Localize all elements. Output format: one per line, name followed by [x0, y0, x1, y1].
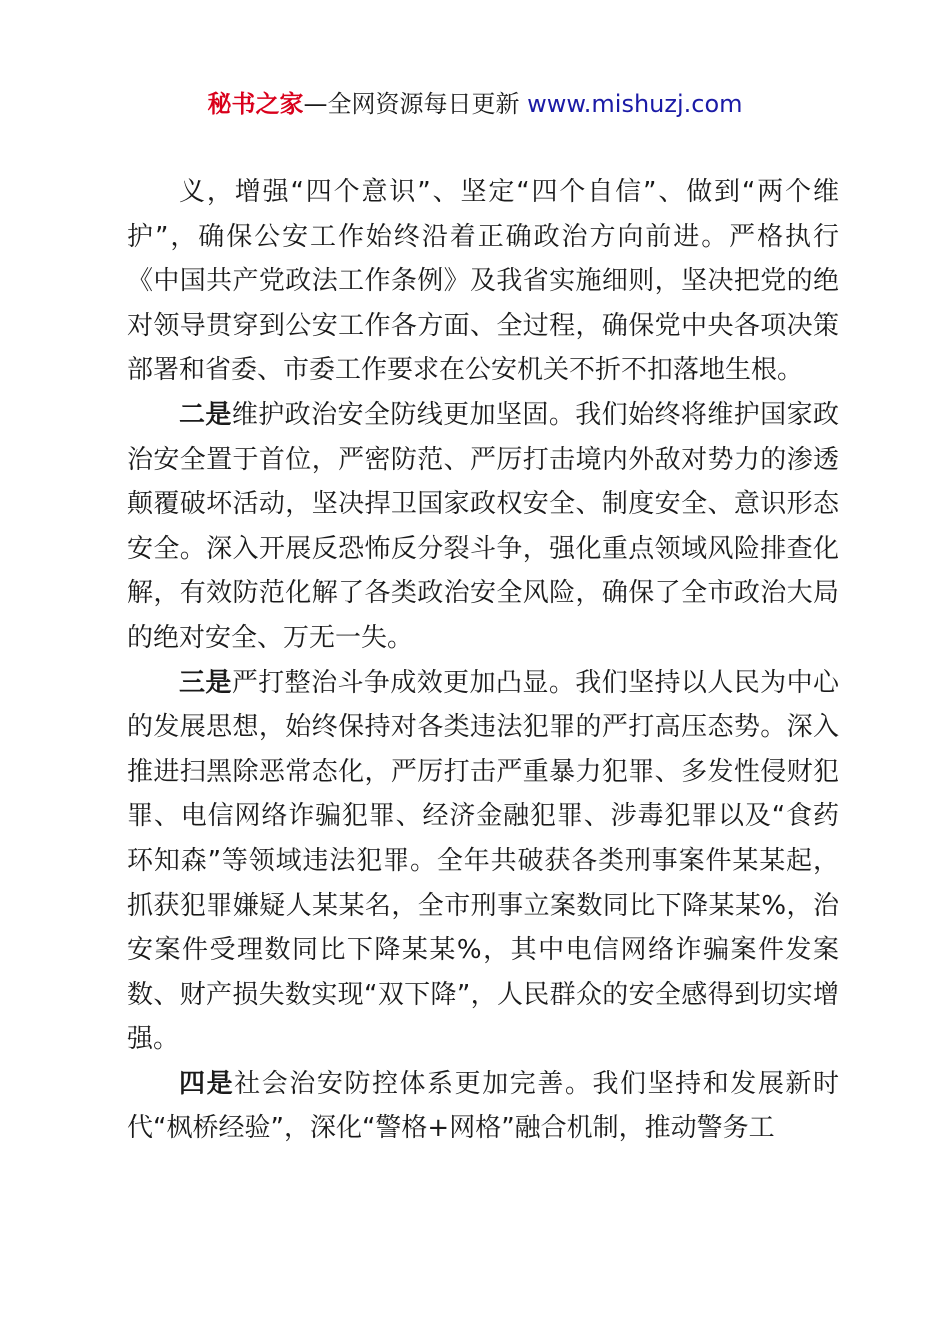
paragraph-lead: 四是: [179, 1068, 235, 1099]
paragraph-lead: 三是: [179, 667, 232, 698]
site-brand: 秘书之家: [207, 90, 304, 118]
document-body: [127, 170, 839, 1151]
paragraph-2: [127, 393, 839, 661]
paragraph-text: 社会治安防控体系更加完善。我们坚持和发展新时代“枫桥经验”，深化“警格+网格”融合机制，推动警务工: [127, 1068, 839, 1144]
site-url-link[interactable]: www.mishuzj.com: [527, 90, 743, 118]
site-tagline: —全网资源每日更新: [303, 90, 528, 118]
paragraph-3: [127, 661, 839, 1062]
paragraph-lead: 二是: [179, 399, 232, 430]
paragraph-text: 义，增强“四个意识”、坚定“四个自信”、做到“两个维护”，确保公安工作始终沿着正确政治方向前进。严格执行《中国共产党政法工作条例》及我省实施细则，坚决把党的绝对领导贯穿到公安工作各方面、全过程，确保党中央各项决策部署和省委、市委工作要求在公安机关不折不扣落地生根。: [127, 177, 839, 386]
paragraph-4: [127, 1062, 839, 1151]
paragraph-1: [127, 170, 839, 393]
site-header: [0, 86, 950, 122]
paragraph-text: 严打整治斗争成效更加凸显。我们坚持以人民为中心的发展思想，始终保持对各类违法犯罪的严打高压态势。深入推进扫黑除恶常态化，严厉打击严重暴力犯罪、多发性侵财犯罪、电信网络诈骗犯罪、经济金融犯罪、涉毒犯罪以及“食药环知森”等领域违法犯罪。全年共破获各类刑事案件某某起，抓获犯罪嫌疑人某某名，全市刑事立案数同比下降某某%，治安案件受理数同比下降某某%，其中电信网络诈骗案件发案数、财产损失数实现“双下降”，人民群众的安全感得到切实增强。: [127, 667, 839, 1055]
paragraph-text: 维护政治安全防线更加坚固。我们始终将维护国家政治安全置于首位，严密防范、严厉打击境内外敌对势力的渗透颠覆破坏活动，坚决捍卫国家政权安全、制度安全、意识形态安全。深入开展反恐怖反分裂斗争，强化重点领域风险排查化解，有效防范化解了各类政治安全风险，确保了全市政治大局的绝对安全、万无一失。: [127, 399, 839, 653]
